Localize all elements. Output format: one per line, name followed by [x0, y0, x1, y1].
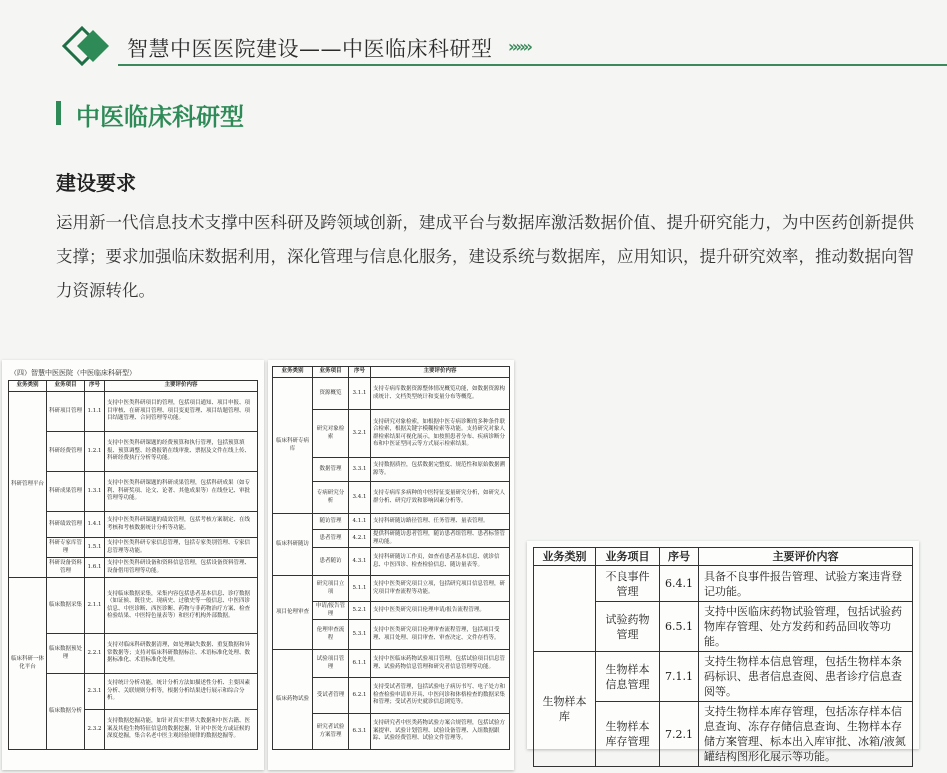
content-cell: 支持研究对象检索，如根据中医专病诊断的多种条件联合检索，根据关键字模糊检索等功能。支持研究对象人群检索结果可视化展示，如按照患者分布、疾病诊断分布和中医证型同云等方式展示检索结果。	[371, 410, 510, 458]
number-cell: 5.3.1	[349, 620, 371, 650]
item-cell: 数据管理	[313, 458, 349, 482]
header-title: 智慧中医医院建设——中医临床科研型	[127, 37, 493, 61]
item-cell: 研究者试验方案管理	[313, 714, 349, 750]
item-cell: 研究对象检索	[313, 410, 349, 458]
content-cell: 支持数据挖掘功能，如针对真实世界大数据和中医古籍、医案及其他生物特征信息的数据挖掘，针对中医处方或证候的深度挖掘，集合名老中医主观经验规律的数据挖掘等。	[105, 710, 258, 750]
content-cell: 支持科研随访工作页，如查看患者基本信息、就诊信息、中医四诊、检查检验信息、随访量表等。	[371, 548, 510, 576]
number-cell: 6.4.1	[660, 566, 699, 602]
category-cell	[534, 566, 596, 652]
header-content: 主要评价内容	[105, 381, 258, 392]
header-content: 主要评价内容	[699, 548, 913, 566]
content-cell: 支持中医类科研项目的管理，包括项目通知、项目申报、项目审核、在研项目管理、项目变更管理、项目结题管理、项目结题管理、合同管理等功能。	[105, 392, 258, 432]
table1-caption: （四）智慧中医医院（中医临床科研型）	[10, 369, 136, 377]
table-row	[9, 558, 258, 578]
number-cell: 3.1.1	[349, 378, 371, 410]
section-title: 中医临床科研型	[76, 103, 244, 131]
content-cell: 支持数据质控，包括数据完整度、规范性和原始数据溯源等。	[371, 458, 510, 482]
scanned-table-3	[527, 541, 919, 763]
requirements-title: 建设要求	[56, 171, 136, 195]
number-cell: 6.5.1	[660, 602, 699, 652]
item-cell: 研究项目立项	[313, 576, 349, 602]
item-cell: 科研设备资料管理	[47, 558, 85, 578]
content-cell: 支持专病库数据资源整体情况概览功能，如数据资源构成统计、文档类型统计和变量分布等概览。	[371, 378, 510, 410]
requirements-body: 运用新一代信息技术支撑中医科研及跨领域创新，建成平台与数据库激活数据价值、提升研究能力，为中医药创新提供支撑；要求加强临床数据利用，深化管理与信息化服务，建设系统与数据库，应用知识，提升研究效率，推动数据向智力资源转化。	[56, 213, 914, 300]
header-item: 业务项目	[596, 548, 660, 566]
evaluation-table-3	[533, 547, 913, 767]
item-cell: 生物样本信息管理	[596, 652, 660, 702]
item-cell: 患者随访	[313, 548, 349, 576]
number-cell: 3.4.1	[349, 482, 371, 514]
slide-header	[0, 0, 947, 72]
number-cell: 1.4.1	[85, 512, 105, 538]
header-category: 业务类别	[273, 367, 313, 378]
scanned-table-1	[2, 360, 264, 770]
content-cell: 支持临床数据采集，采集内容包括患者基本信息、诊疗数据（如证候、既往史、现病史、过敏史等一般信息、中医四诊信息、中医诊断、西医诊断、药物与非药物治疗方案、检查检验结果、中医特色量表等）和医疗机构外部数据。	[105, 578, 258, 634]
diamond-logo-icon	[62, 26, 116, 66]
number-cell: 7.1.1	[660, 652, 699, 702]
header-category: 业务类别	[534, 548, 596, 566]
table-row	[9, 392, 258, 432]
category-cell: 临床药物试验	[273, 650, 313, 750]
content-cell: 具备不良事件报告管理、试验方案违背登记功能。	[699, 566, 913, 602]
content-cell: 支持中医类研究项目伦理申请/报告流程管理。	[371, 602, 510, 620]
item-cell: 受试者管理	[313, 678, 349, 714]
item-cell: 伦理审查流程	[313, 620, 349, 650]
table-row	[9, 432, 258, 472]
number-cell: 5.2.1	[349, 602, 371, 620]
content-cell: 支持生物样本信息管理，包括生物样本条码标识、患者信息查阅、患者诊疗信息查阅等。	[699, 652, 913, 702]
table-row	[534, 652, 913, 702]
content-cell: 支持对临床科研数据清理，如处理缺失数据、重复数据和异常数据等；支持对临床科研数据标注、术语标准化处理、数据标准化、术语标准化处理。	[105, 634, 258, 674]
item-cell: 临床数据预处理	[47, 634, 85, 674]
header-number: 序号	[349, 367, 371, 378]
number-cell: 4.1.1	[349, 514, 371, 530]
header-item: 业务项目	[313, 367, 349, 378]
number-cell: 2.3.2	[85, 710, 105, 750]
scanned-table-2	[268, 360, 514, 770]
item-cell: 科研经费管理	[47, 432, 85, 472]
item-cell: 临床数据采集	[47, 578, 85, 634]
table-row	[273, 378, 510, 410]
number-cell: 6.2.1	[349, 678, 371, 714]
content-cell: 提供科研随访患者管理，随访患者组管理、患者标签管理功能。	[371, 530, 510, 548]
category-cell: 生物样本库	[534, 652, 596, 767]
number-cell: 2.3.1	[85, 674, 105, 710]
table-row	[534, 566, 913, 602]
item-cell: 科研专家库管理	[47, 538, 85, 558]
content-cell: 支持中医临床药物试验项目管理，包括试验项目信息管理、试验药物信息管理和研究者信息管理等功能。	[371, 650, 510, 678]
content-cell: 支持研究者中医类药物试验方案合规管理，包括试验方案提审、试验计划管理、试验设备管理、入组数据跟踪、试验经费管理、试验文件管理等。	[371, 714, 510, 750]
content-cell: 支持中医类科研课题的科研成果管理，包括科研成果（如专利、科研奖项、论文、论著、其他成果等）在线登记、审批管理等功能。	[105, 472, 258, 512]
item-cell: 随访管理	[313, 514, 349, 530]
table-header-row	[534, 548, 913, 566]
table-row	[273, 576, 510, 602]
table-row	[273, 514, 510, 530]
header-category: 业务类别	[9, 381, 47, 392]
item-cell: 试验项目管理	[313, 650, 349, 678]
item-cell: 资源概览	[313, 378, 349, 410]
section-title-bar	[56, 101, 61, 125]
content-cell: 支持中医类科研专家信息管理，包括专家类别管理、专家信息管理等功能。	[105, 538, 258, 558]
item-cell: 专病研究分析	[313, 482, 349, 514]
table-row	[9, 578, 258, 634]
table-row	[9, 634, 258, 674]
number-cell: 6.3.1	[349, 714, 371, 750]
number-cell: 1.1.1	[85, 392, 105, 432]
item-cell: 科研项目管理	[47, 392, 85, 432]
header-number: 序号	[660, 548, 699, 566]
number-cell: 4.3.1	[349, 548, 371, 576]
table-header-row	[273, 367, 510, 378]
number-cell: 3.3.1	[349, 458, 371, 482]
header-content: 主要评价内容	[371, 367, 510, 378]
number-cell: 1.3.1	[85, 472, 105, 512]
content-cell: 支持中医类研究项目立项，包括研究项目信息管理，研究项目审查流程等功能。	[371, 576, 510, 602]
item-cell: 不良事件管理	[596, 566, 660, 602]
content-cell: 支持中医类科研设备和资料信息管理，包括设备资料管理、设备借用管理等功能。	[105, 558, 258, 578]
item-cell: 科研成果管理	[47, 472, 85, 512]
item-cell: 患者管理	[313, 530, 349, 548]
item-cell: 科研绩效管理	[47, 512, 85, 538]
table-row	[9, 674, 258, 710]
double-arrow-icon: »»»	[508, 37, 531, 56]
content-cell: 支持生物样本库存管理，包括冻存样本信息查询、冻存存储信息查询、生物样本存储方案管理、标本出入库审批、冰箱/液氮罐结构图形化展示等功能。	[699, 702, 913, 767]
content-cell: 支持中医临床药物试验管理，包括试验药物库存管理、处方发药和药品回收等功能。	[699, 602, 913, 652]
category-cell: 科研管理平台	[9, 392, 47, 578]
item-cell: 生物样本库存管理	[596, 702, 660, 767]
evaluation-table-1	[8, 380, 258, 750]
content-cell: 支持受试者管理，包括试验电子病历书写、电子处方和检查检验申请单开具、中医问诊和体格检查的数据采集和管理；受试者历史就诊信息浏览等。	[371, 678, 510, 714]
number-cell: 7.2.1	[660, 702, 699, 767]
number-cell: 4.2.1	[349, 530, 371, 548]
number-cell: 5.1.1	[349, 576, 371, 602]
table-row	[273, 650, 510, 678]
content-cell: 支持中医类研究项目伦理审查流程管理，包括项目受理、项目处理、项目审查、审查决定、文件存档等。	[371, 620, 510, 650]
category-cell: 临床科研一体化平台	[9, 578, 47, 750]
content-cell: 支持中医类科研课题的绩效管理，包括考核方案制定、在线考核和考核数据统计分析等功能。	[105, 512, 258, 538]
table-row	[9, 538, 258, 558]
header-divider	[118, 64, 947, 66]
category-cell: 临床科研随访	[273, 514, 313, 576]
category-cell: 项目伦理审查	[273, 576, 313, 650]
number-cell: 3.2.1	[349, 410, 371, 458]
content-cell: 支持专病库多病种的中医特征变量研究分析，如研究人群分析、研究疗效和影响因素分析等。	[371, 482, 510, 514]
number-cell: 1.6.1	[85, 558, 105, 578]
header-item: 业务项目	[47, 381, 85, 392]
evaluation-table-2	[272, 366, 510, 750]
item-cell: 申请/报告管理	[313, 602, 349, 620]
number-cell: 1.5.1	[85, 538, 105, 558]
item-cell: 试验药物管理	[596, 602, 660, 652]
table-header-row	[9, 381, 258, 392]
item-cell: 临床数据分析	[47, 674, 85, 750]
content-cell: 支持科研随访路径管理、任务管理、量表管理。	[371, 514, 510, 530]
table-row	[9, 472, 258, 512]
content-cell: 支持统计分析功能，统计分析方法如描述性分析、主要因素分析、关联规则分析等，根据分析结果进行展示和综合分析。	[105, 674, 258, 710]
header-number: 序号	[85, 381, 105, 392]
number-cell: 1.2.1	[85, 432, 105, 472]
number-cell: 6.1.1	[349, 650, 371, 678]
category-cell: 临床科研专病库	[273, 378, 313, 514]
table-row	[9, 512, 258, 538]
number-cell: 2.1.1	[85, 578, 105, 634]
content-cell: 支持中医类科研课题的经费预算和执行管理，包括预算填报、预算调整、经费报销在线审批、票据及文件在线上传、科研经费执行分析等功能。	[105, 432, 258, 472]
number-cell: 2.2.1	[85, 634, 105, 674]
